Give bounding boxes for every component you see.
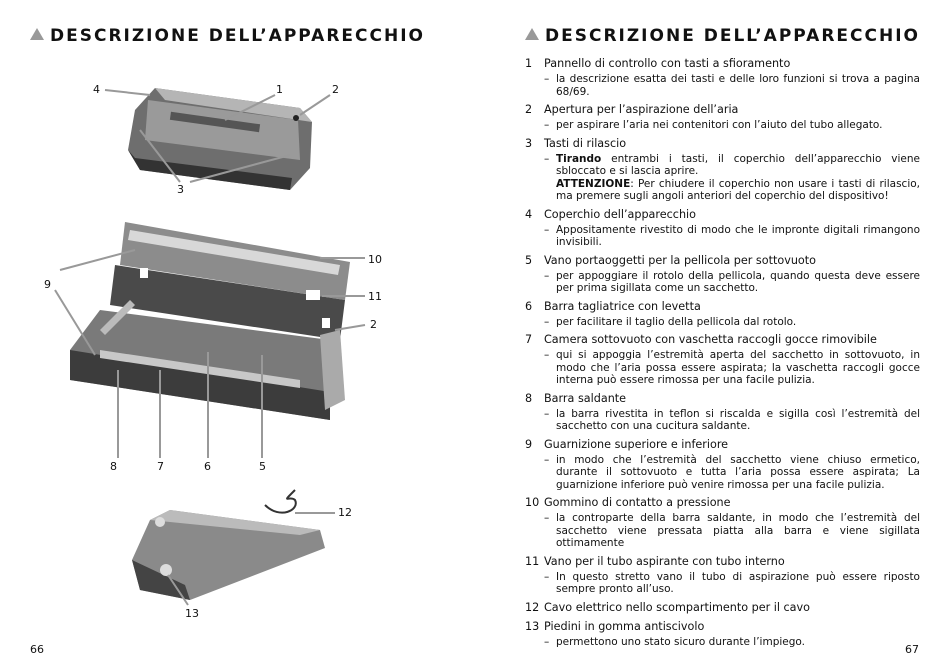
list-item: 13 Piedini in gomma antiscivolo – permettono uno stato sicuro durante l’impiego. (525, 619, 805, 648)
list-item: 6 Barra tagliatrice con levetta – per facilitare il taglio della pellicola dal rotolo. (525, 299, 797, 328)
list-item: 3 Tasti di rilascio – Tirando entrambi i tasti, il coperchio dell’apparecchio viene sbloccato e si lascia aprire. ATTENZIONE: Per chiudere il coperchio non usare i tasti di rilascio, ma premere sugli angoli anteriori del coperchio del dispositivo! (525, 136, 920, 202)
list-item: 7 Camera sottovuoto con vaschetta raccogli gocce rimovibile – qui si appoggia l’estremità aperta del sacchetto in sottovuoto, in modo che l’aria possa essere aspirata; la vaschetta raccogli gocce interna può essere rimossa per una facile pulizia. (525, 333, 920, 386)
callout-1: 1 (276, 83, 283, 96)
list-item: 5 Vano portaoggetti per la pellicola per sottovuoto – per appoggiare il rotolo della pellicola, quando questa deve essere per prima sigillata come un sacchetto. (525, 253, 920, 294)
left-heading: DESCRIZIONE DELL’APPARECCHIO (30, 26, 425, 46)
right-page (475, 0, 950, 660)
list-item: 12 Cavo elettrico nello scompartimento per il cavo (525, 600, 811, 614)
callout-2: 2 (332, 83, 339, 96)
open-device-illustration (70, 222, 350, 420)
list-item: 8 Barra saldante – la barra rivestita in teflon si riscalda e sigilla così l’estremità del sacchetto con una cucitura saldante. (525, 391, 920, 432)
callout-7: 7 (157, 460, 164, 473)
list-item: 2 Apertura per l’aspirazione dell’aria – per aspirare l’aria nei contenitori con l’aiuto del tubo allegato. (525, 103, 883, 131)
list-item: 10 Gommino di contatto a pressione – la controparte della barra saldante, in modo che l’estremità del sacchetto viene pressata piatta alla barra e viene sigillata ottimamente (525, 496, 920, 549)
callout-5: 5 (259, 460, 266, 473)
callout-4: 4 (93, 83, 100, 96)
callout-2b: 2 (370, 318, 377, 331)
callout-6: 6 (204, 460, 211, 473)
callout-8: 8 (110, 460, 117, 473)
right-heading: DESCRIZIONE DELL’APPARECCHIO (525, 26, 920, 46)
callout-13: 13 (185, 607, 199, 620)
callout-10: 10 (368, 253, 382, 266)
callout-9: 9 (44, 278, 51, 291)
callout-3: 3 (177, 183, 184, 196)
right-page-number: 67 (905, 643, 919, 656)
left-page-number: 66 (30, 643, 44, 656)
underside-device-illustration (132, 490, 325, 600)
list-item: 9 Guarnizione superiore e inferiore – in modo che l’estremità del sacchetto viene chiuso ermetico, durante il sottovuoto e tutta l’aria possa essere aspirata; La guarnizione inferiore può venire rimossa per una facile pulizia. (525, 437, 920, 491)
list-item: 11 Vano per il tubo aspirante con tubo interno – In questo stretto vano il tubo di aspirazione può essere riposto sempre pronto all’uso. (525, 554, 920, 595)
list-item: 4 Coperchio dell’apparecchio – Appositamente rivestito di modo che le impronte digitali rimangono invisibili. (525, 207, 920, 248)
component-list (525, 57, 920, 653)
triangle-icon (525, 28, 539, 40)
callout-12: 12 (338, 506, 352, 519)
list-item: 1 Pannello di controllo con tasti a sfioramento – la descrizione esatta dei tasti e delle loro funzioni si trova a pagina 68/69. (525, 57, 920, 98)
callout-11: 11 (368, 290, 382, 303)
